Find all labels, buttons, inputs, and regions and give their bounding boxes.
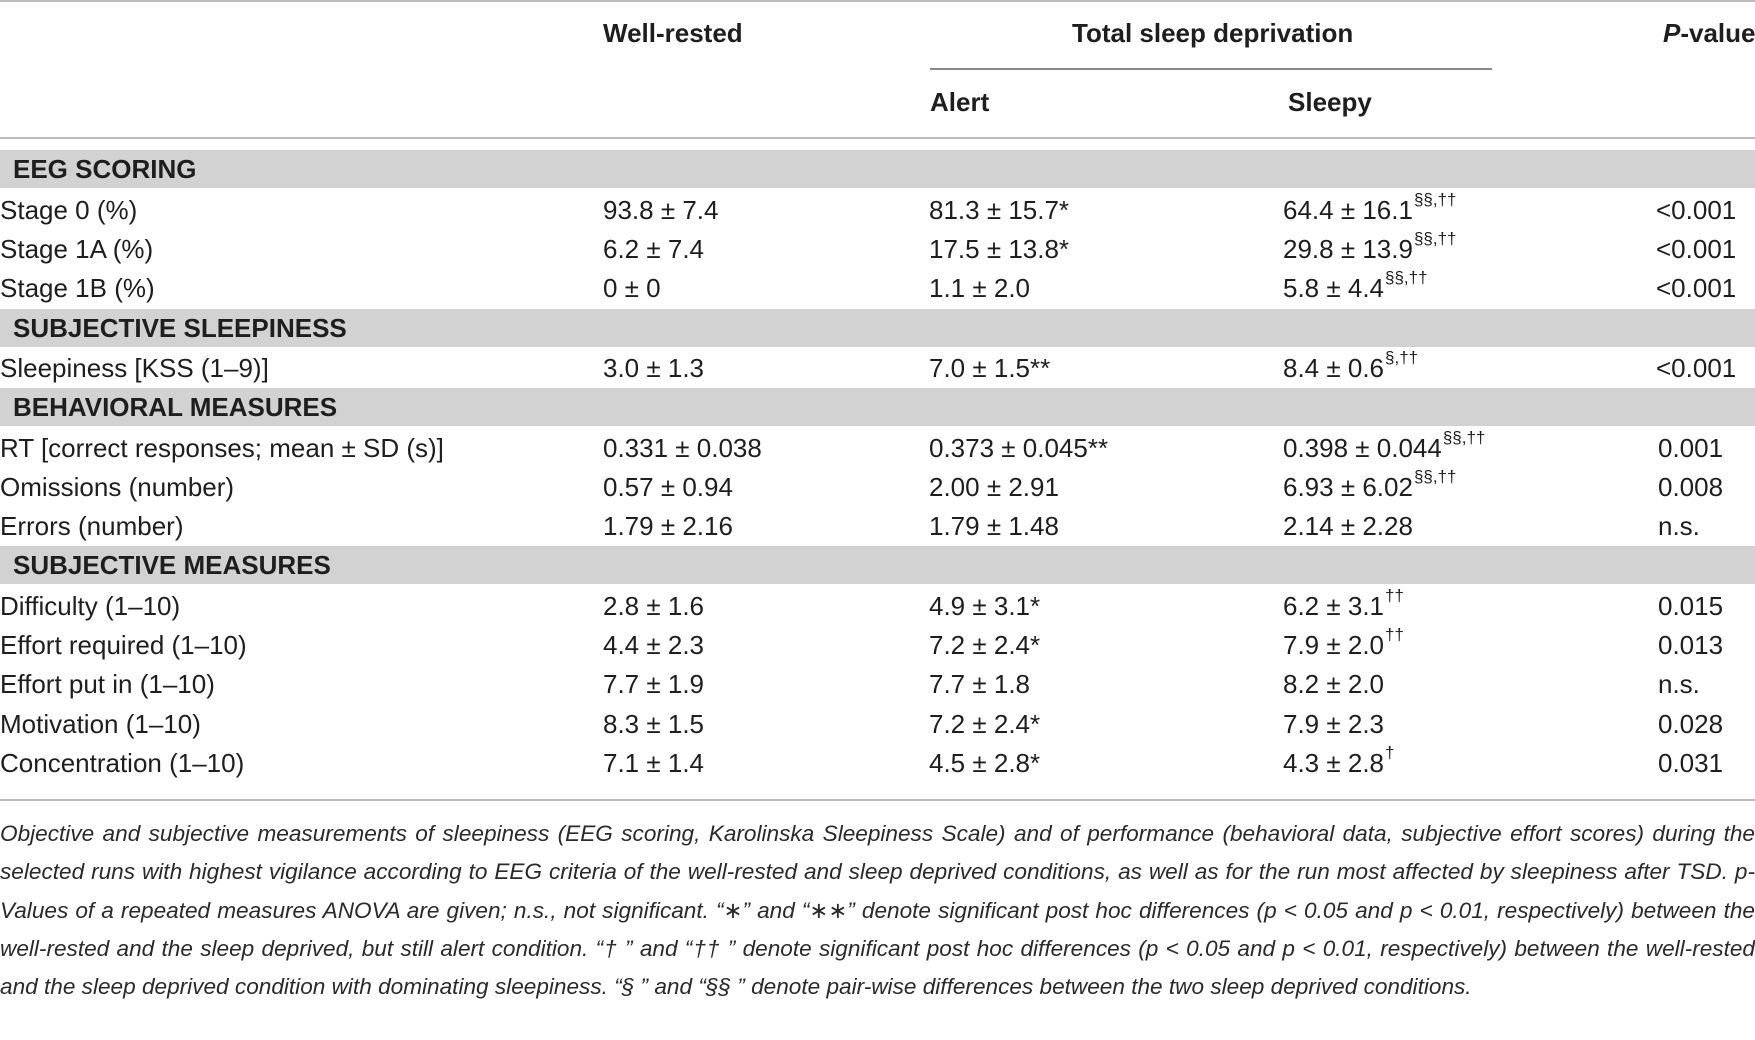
table-row xyxy=(0,704,1755,744)
table-row xyxy=(0,268,1755,308)
cell-alert: 4.9 ± 3.1* xyxy=(929,591,1041,621)
table-bottom-rule xyxy=(0,799,1755,801)
cell-well-rested: 0.57 ± 0.94 xyxy=(603,472,733,502)
cell-well-rested: 4.4 ± 2.3 xyxy=(603,630,705,660)
header-bottom-rule xyxy=(0,137,1755,139)
section-title: EEG SCORING xyxy=(13,154,197,184)
cell-sleepy-value: 7.9 ± 2.3 xyxy=(1283,709,1385,739)
cell-well-rested: 6.2 ± 7.4 xyxy=(603,234,705,264)
row-label: Effort put in (1–10) xyxy=(0,669,215,699)
cell-sleepy-value: 5.8 ± 4.4 xyxy=(1283,273,1385,303)
cell-sleepy-superscript: §§,†† xyxy=(1413,190,1457,210)
cell-sleepy xyxy=(1283,625,1404,665)
cell-p-value: 0.008 xyxy=(1658,472,1724,502)
cell-alert: 7.2 ± 2.4* xyxy=(929,709,1041,739)
table-row xyxy=(0,586,1755,626)
cell-p-value: n.s. xyxy=(1658,511,1700,541)
table-row xyxy=(0,428,1755,468)
cell-sleepy-value: 4.3 ± 2.8 xyxy=(1283,748,1385,778)
row-label: Sleepiness [KSS (1–9)] xyxy=(0,353,269,383)
cell-alert: 81.3 ± 15.7* xyxy=(929,195,1070,225)
cell-sleepy-value: 7.9 ± 2.0 xyxy=(1283,630,1385,660)
cell-sleepy-value: 6.2 ± 3.1 xyxy=(1283,591,1385,621)
cell-alert: 7.2 ± 2.4* xyxy=(929,630,1041,660)
row-label: Stage 1A (%) xyxy=(0,234,154,264)
header-p-letter: P xyxy=(1663,18,1681,48)
cell-sleepy xyxy=(1283,229,1456,269)
cell-p-value: 0.013 xyxy=(1658,630,1724,660)
cell-sleepy-value: 29.8 ± 13.9 xyxy=(1283,234,1413,264)
cell-well-rested: 0 ± 0 xyxy=(603,273,661,303)
cell-alert: 1.79 ± 1.48 xyxy=(929,511,1059,541)
table-row xyxy=(0,229,1755,269)
section-title: SUBJECTIVE MEASURES xyxy=(13,550,331,580)
cell-well-rested: 7.7 ± 1.9 xyxy=(603,669,705,699)
cell-sleepy-superscript: §§,†† xyxy=(1385,268,1428,288)
cell-sleepy-superscript: †† xyxy=(1385,586,1404,606)
cell-alert: 7.0 ± 1.5** xyxy=(929,353,1051,383)
cell-alert: 2.00 ± 2.91 xyxy=(929,472,1059,502)
cell-sleepy xyxy=(1283,664,1385,704)
table-row xyxy=(0,743,1755,783)
cell-well-rested: 0.331 ± 0.038 xyxy=(603,433,762,463)
cell-sleepy xyxy=(1283,428,1485,468)
header-well-rested: Well-rested xyxy=(603,18,743,48)
cell-p-value: <0.001 xyxy=(1656,234,1737,264)
cell-sleepy xyxy=(1283,586,1404,626)
cell-sleepy xyxy=(1283,467,1456,507)
cell-sleepy xyxy=(1283,506,1414,546)
cell-sleepy-value: 8.4 ± 0.6 xyxy=(1283,353,1385,383)
cell-p-value: <0.001 xyxy=(1656,353,1737,383)
row-label: Stage 1B (%) xyxy=(0,273,155,303)
row-label: Concentration (1–10) xyxy=(0,748,245,778)
tsd-spanner-rule xyxy=(930,68,1492,70)
cell-sleepy xyxy=(1283,268,1428,308)
cell-sleepy-superscript: † xyxy=(1385,743,1395,763)
cell-p-value: n.s. xyxy=(1658,669,1700,699)
cell-sleepy-value: 2.14 ± 2.28 xyxy=(1283,511,1413,541)
section-header-subjective-sleepiness xyxy=(0,309,1755,347)
cell-alert: 4.5 ± 2.8* xyxy=(929,748,1041,778)
section-header-subjective-measures xyxy=(0,546,1755,584)
cell-alert: 7.7 ± 1.8 xyxy=(929,669,1031,699)
row-label: Stage 0 (%) xyxy=(0,195,138,225)
cell-sleepy-superscript: §,†† xyxy=(1385,348,1419,368)
cell-alert: 0.373 ± 0.045** xyxy=(929,433,1109,463)
table-top-rule xyxy=(0,0,1755,2)
cell-sleepy-value: 6.93 ± 6.02 xyxy=(1283,472,1413,502)
header-total-sleep-deprivation: Total sleep deprivation xyxy=(1072,18,1354,48)
header-p-value xyxy=(1663,16,1755,50)
table-row xyxy=(0,190,1755,230)
header-sleepy: Sleepy xyxy=(1288,87,1372,117)
table-row xyxy=(0,625,1755,665)
cell-alert: 17.5 ± 13.8* xyxy=(929,234,1070,264)
cell-sleepy-superscript: §§,†† xyxy=(1442,428,1486,448)
cell-sleepy xyxy=(1283,348,1418,388)
section-header-behavioral-measures xyxy=(0,388,1755,426)
cell-well-rested: 1.79 ± 2.16 xyxy=(603,511,733,541)
table-caption: Objective and subjective measurements of sleepiness (EEG scoring, Karolinska Sleepiness Scale) and of performance (behavioral data, subjective effort scores) during the selected runs with highest vigilance according to EEG criteria of the well-rested and sleep deprived conditions, as well as for the run most affected by sleepiness after TSD. p-Values of a repeated measures ANOVA are given; n.s., not significant. “∗” and “∗∗” denote significant post hoc differences (p < 0.05 and p < 0.01, respectively) between the well-rested and the sleep deprived, but still alert condition. “† ” and “†† ” denote significant post hoc differences (p < 0.05 and p < 0.01, respectively) between the well-rested and the sleep deprived condition with dominating sleepiness. “§ ” and “§§ ” denote pair-wise differences between the two sleep deprived conditions. xyxy=(0,821,1755,1000)
cell-well-rested: 8.3 ± 1.5 xyxy=(603,709,705,739)
cell-p-value: <0.001 xyxy=(1656,273,1737,303)
cell-well-rested: 3.0 ± 1.3 xyxy=(603,353,705,383)
cell-sleepy-superscript: †† xyxy=(1385,625,1404,645)
cell-sleepy xyxy=(1283,743,1394,783)
table-row xyxy=(0,348,1755,388)
cell-p-value: <0.001 xyxy=(1656,195,1737,225)
cell-alert: 1.1 ± 2.0 xyxy=(929,273,1031,303)
row-label: Errors (number) xyxy=(0,511,184,541)
cell-sleepy-value: 64.4 ± 16.1 xyxy=(1283,195,1413,225)
row-label: RT [correct responses; mean ± SD (s)] xyxy=(0,433,444,463)
row-label: Difficulty (1–10) xyxy=(0,591,181,621)
cell-sleepy-value: 0.398 ± 0.044 xyxy=(1283,433,1442,463)
table-row xyxy=(0,664,1755,704)
table-row xyxy=(0,467,1755,507)
row-label: Effort required (1–10) xyxy=(0,630,247,660)
section-title: SUBJECTIVE SLEEPINESS xyxy=(13,313,347,343)
row-label: Omissions (number) xyxy=(0,472,235,502)
cell-sleepy xyxy=(1283,704,1385,744)
row-label: Motivation (1–10) xyxy=(0,709,201,739)
cell-sleepy-superscript: §§,†† xyxy=(1413,467,1457,487)
cell-p-value: 0.028 xyxy=(1658,709,1724,739)
cell-sleepy-superscript: §§,†† xyxy=(1413,229,1457,249)
cell-p-value: 0.001 xyxy=(1658,433,1724,463)
header-alert: Alert xyxy=(930,87,990,117)
cell-well-rested: 7.1 ± 1.4 xyxy=(603,748,705,778)
table-row xyxy=(0,506,1755,546)
cell-p-value: 0.015 xyxy=(1658,591,1724,621)
cell-p-value: 0.031 xyxy=(1658,748,1724,778)
header-p-suffix: -value xyxy=(1680,18,1755,48)
cell-well-rested: 93.8 ± 7.4 xyxy=(603,195,719,225)
cell-well-rested: 2.8 ± 1.6 xyxy=(603,591,705,621)
section-title: BEHAVIORAL MEASURES xyxy=(13,392,338,422)
section-header-eeg-scoring xyxy=(0,150,1755,188)
cell-sleepy-value: 8.2 ± 2.0 xyxy=(1283,669,1385,699)
cell-sleepy xyxy=(1283,190,1456,230)
